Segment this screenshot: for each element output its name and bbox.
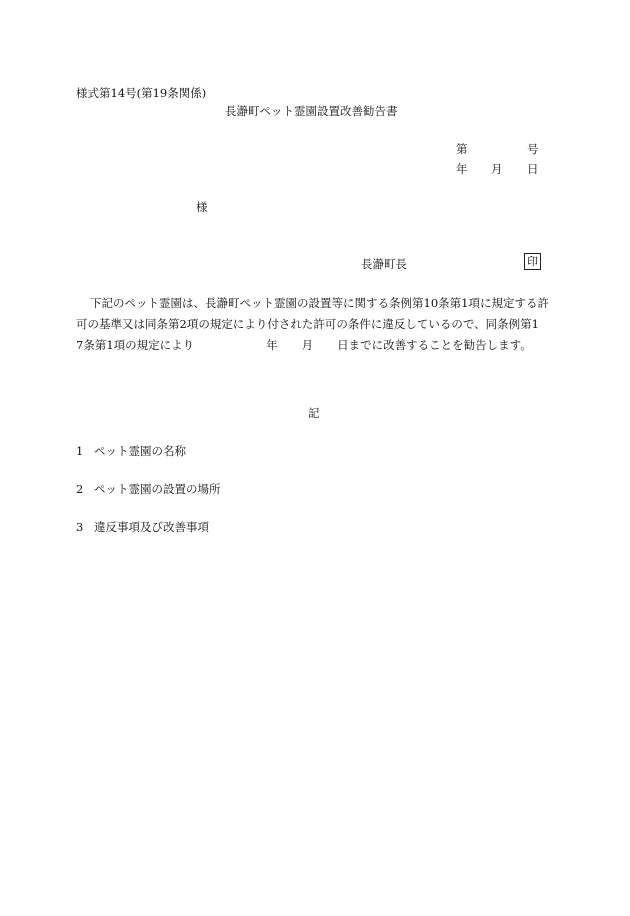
- body-line-3-start: 7条第1項の規定により: [76, 338, 195, 352]
- date-day-label: 日: [527, 162, 539, 176]
- list-item-text: ペット霊園の設置の場所: [94, 482, 221, 496]
- list-item: [76, 520, 209, 534]
- list-item-text: ペット霊園の名称: [94, 444, 186, 458]
- document-title: 長瀞町ペット霊園設置改善勧告書: [225, 104, 398, 118]
- body-line-3-end: 日までに改善することを勧告します。: [337, 338, 532, 352]
- addressee-suffix: 様: [196, 200, 208, 214]
- body-line-1: 下記のペット霊園は、長瀞町ペット霊園の設置等に関する条例第10条第1項に規定する許: [90, 296, 549, 310]
- issuer-name: 長瀞町長: [361, 257, 407, 271]
- list-item-number: 2: [76, 482, 84, 496]
- list-item: [76, 482, 221, 496]
- date-year-label: 年: [456, 162, 468, 176]
- number-suffix: 号: [527, 142, 539, 156]
- list-item: [76, 444, 186, 458]
- ki-label: 記: [308, 406, 320, 420]
- body-line-2: 可の基準又は同条第2項の規定により付された許可の条件に違反しているので、同条例第1: [76, 317, 539, 331]
- list-item-text: 違反事項及び改善事項: [94, 520, 209, 534]
- body-line-3-year: 年: [266, 338, 278, 352]
- list-item-number: 1: [76, 444, 84, 458]
- body-line-3: [76, 335, 550, 356]
- number-prefix: 第: [456, 142, 468, 156]
- seal-mark: 印: [524, 253, 541, 270]
- date-month-label: 月: [491, 162, 503, 176]
- form-label: 様式第14号(第19条関係): [76, 86, 207, 100]
- body-line-3-month: 月: [301, 338, 314, 352]
- list-item-number: 3: [76, 520, 84, 534]
